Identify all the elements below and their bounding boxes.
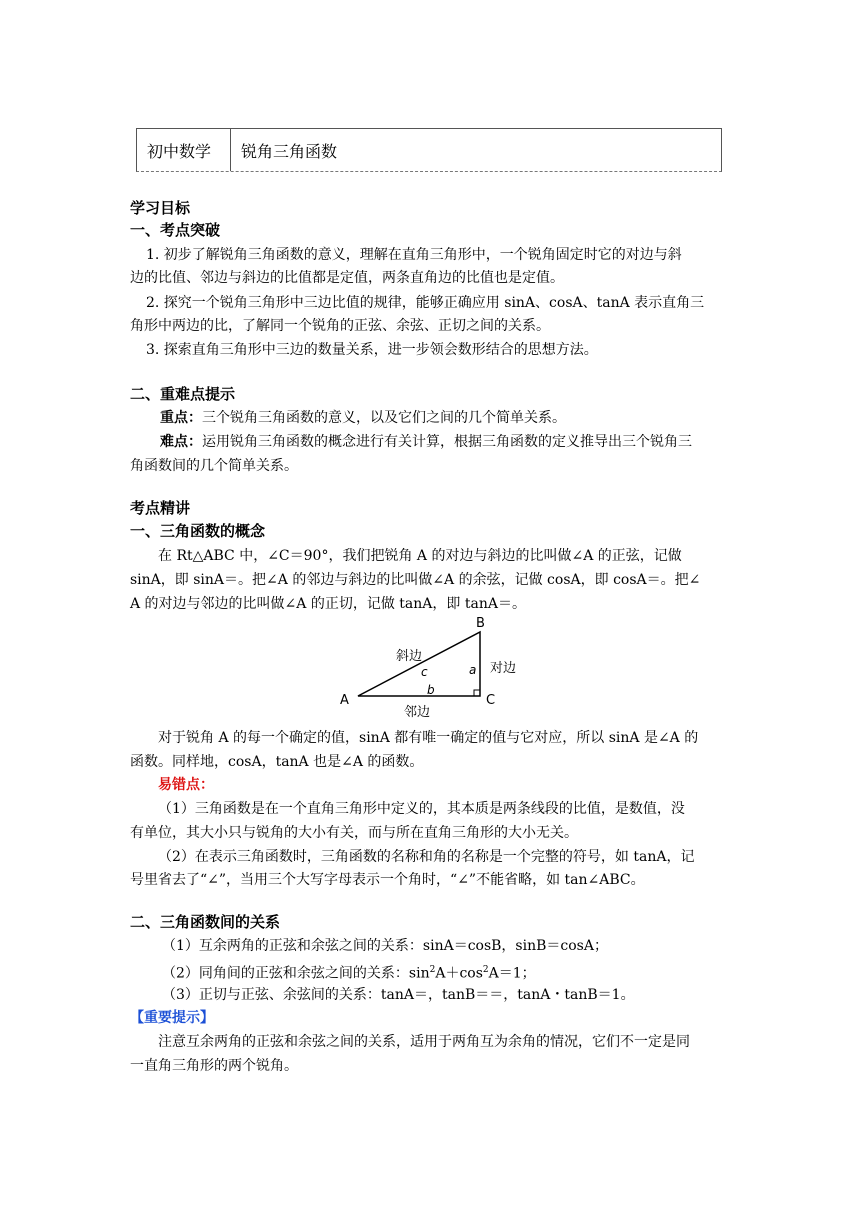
right-triangle-figure <box>330 612 540 722</box>
subject-cell: 初中数学 <box>137 129 231 171</box>
vertex-c-label: C <box>486 693 496 708</box>
relation-2-pre: （2）同角间的正弦和余弦之间的关系：sin <box>162 965 430 982</box>
topic-cell: 锐角三角函数 <box>241 141 338 161</box>
goal-1-line-1: 1. 初步了解锐角三角函数的意义，理解在直角三角形中，一个锐角固定时它的对边与斜 <box>146 247 682 263</box>
tip-line-1: 注意互余两角的正弦和余弦之间的关系，适用于两角互为余角的情况，它们不一定是同 <box>158 1034 690 1050</box>
relation-1: （1）互余两角的正弦和余弦之间的关系：sinA＝cosB，sinB＝cosA； <box>162 938 608 954</box>
lecture-heading: 考点精讲 <box>130 499 191 517</box>
side-b-label: b <box>427 683 435 697</box>
relation-2 <box>162 959 730 985</box>
mistake-label: 易错点： <box>158 777 214 793</box>
mistake-2-line-2: 号里省去了“∠”，当用三个大写字母表示一个角时，“∠”不能省略，如 tan∠ABC。 <box>130 872 645 888</box>
difficulty-line-2: 角函数间的几个简单关系。 <box>130 458 298 474</box>
mistake-1-line-1: （1）三角函数是在一个直角三角形中定义的，其本质是两条线段的比值，是数值，没 <box>158 801 685 817</box>
hypotenuse-label: 斜边 <box>396 649 423 664</box>
relation-2-sup-1: 2 <box>429 965 436 975</box>
difficulty-line-1 <box>160 431 730 453</box>
concept-line-1: 在 Rt△ABC 中，∠C＝90°，我们把锐角 A 的对边与斜边的比叫做∠A 的正弦，记做 <box>158 548 682 564</box>
concept-line-2: sinA，即 sinA＝。把∠A 的邻边与斜边的比叫做∠A 的余弦，记做 cosA，即 cosA＝。把∠ <box>130 572 701 588</box>
vertex-b-label: B <box>476 616 485 631</box>
relation-2-sup-2: 2 <box>482 965 489 975</box>
adjacent-label: 邻边 <box>404 705 431 720</box>
difficulty-text: 运用锐角三角函数的概念进行有关计算，根据三角函数的定义推导出三个锐角三 <box>202 434 692 450</box>
right-angle-mark <box>474 690 480 696</box>
concept-heading: 一、三角函数的概念 <box>130 522 266 540</box>
section2-heading: 二、重难点提示 <box>130 385 236 403</box>
function-line-1: 对于锐角 A 的每一个确定的值，sinA 都有唯一确定的值与它对应，所以 sinA 是∠A 的 <box>158 730 699 746</box>
relations-heading: 二、三角函数间的关系 <box>130 913 281 931</box>
opposite-label: 对边 <box>490 661 517 676</box>
section1-heading: 一、考点突破 <box>130 221 221 239</box>
side-a-label: a <box>469 663 477 677</box>
side-c-label: c <box>421 665 428 679</box>
mistake-2-line-1: （2）在表示三角函数时，三角函数的名称和角的名称是一个完整的符号，如 tanA，记 <box>158 849 695 865</box>
goals-heading: 学习目标 <box>130 199 191 217</box>
key-label: 重点： <box>160 410 202 426</box>
key-text: 三个锐角三角函数的意义，以及它们之间的几个简单关系。 <box>202 410 566 426</box>
tip-label: 【重要提示】 <box>130 1010 214 1026</box>
relation-3: （3）正切与正弦、余弦间的关系：tanA＝，tanB＝＝，tanA・tanB＝1。 <box>162 987 635 1003</box>
vertex-a-label: A <box>340 693 349 708</box>
key-points <box>160 407 730 429</box>
goal-2-line-1: 2. 探究一个锐角三角形中三边比值的规律，能够正确应用 sinA、cosA、tanA 表示直角三 <box>146 295 705 311</box>
relation-2-mid: A＋cos <box>435 965 483 982</box>
function-line-2: 函数。同样地，cosA，tanA 也是∠A 的函数。 <box>130 754 424 770</box>
triangle-shape <box>358 632 480 696</box>
difficulty-label: 难点： <box>160 434 202 450</box>
relation-2-post: A＝1； <box>488 965 536 982</box>
goal-1-line-2: 边的比值、邻边与斜边的比值都是定值，两条直角边的比值也是定值。 <box>130 270 564 286</box>
goal-2-line-2: 角形中两边的比，了解同一个锐角的正弦、余弦、正切之间的关系。 <box>130 318 550 334</box>
tip-line-2: 一直角三角形的两个锐角。 <box>130 1058 298 1074</box>
goal-3-line-1: 3. 探索直角三角形中三边的数量关系，进一步领会数形结合的思想方法。 <box>146 342 598 358</box>
mistake-1-line-2: 有单位，其大小只与锐角的大小有关，而与所在直角三角形的大小无关。 <box>130 825 578 841</box>
header-table <box>136 128 722 172</box>
concept-line-3: A 的对边与邻边的比叫做∠A 的正切，记做 tanA，即 tanA＝。 <box>130 596 526 612</box>
